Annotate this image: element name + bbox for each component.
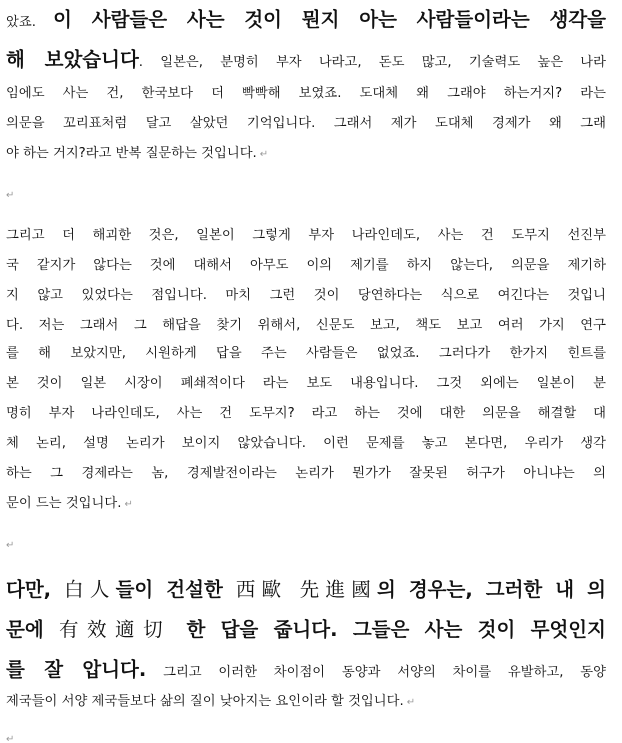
- p3-line-2-hanja: 有效適切: [59, 618, 172, 641]
- p3-line-4-text: 제국들이 서양 제국들보다 삶의 질이 낮아지는 요인이라 할 것입니다.: [6, 694, 404, 709]
- p1-line-4: 의문을 꼬리표처럼 달고 살았던 기억입니다. 그래서 제가 도대체 경제가 왜 그래: [6, 116, 606, 131]
- p1-line-1-bold: 이 사람들은 사는 것이 뭔지 아는 사람들이라는 생각을: [53, 8, 606, 31]
- p1-line-1: [6, 6, 606, 37]
- p2-line-1: 그리고 더 해괴한 것은, 일본이 그렇게 부자 나라인데도, 사는 건 도무지 선진부: [6, 228, 606, 243]
- p3-line-3-rest: 그리고 이러한 차이점이 동양과 서양의 차이를 유발하고, 동양: [146, 665, 606, 680]
- paragraph-mark-icon: ↵: [259, 149, 269, 160]
- empty-paragraph-mark-icon: ↵: [6, 190, 15, 201]
- p1-line-1-prefix: 았죠.: [6, 15, 54, 30]
- p3-line-4: [6, 692, 606, 713]
- p1-line-5-text: 야 하는 거지?라고 반복 질문하는 것입니다.: [6, 146, 257, 161]
- p2-line-10: [6, 494, 606, 515]
- paragraph-mark-icon: ↵: [124, 499, 133, 510]
- p3-line-1-e: 의 경우는, 그러한 내 의: [376, 578, 606, 601]
- p1-line-2-bold: 해 보았습니다: [6, 48, 139, 71]
- empty-paragraph-mark-icon: ↵: [6, 540, 15, 551]
- p3-line-1-hanja-1: 白人: [64, 578, 116, 601]
- p3-line-1: [6, 576, 606, 604]
- p3-line-2-c: 한 답을 줍니다. 그들은 사는 것이 무엇인지: [171, 618, 606, 641]
- p3-line-3: [6, 656, 606, 687]
- p2-line-2: 국 같지가 않다는 것에 대해서 아무도 이의 제기를 하지 않는다, 의문을 제기하: [6, 258, 606, 273]
- p1-line-2: [6, 46, 606, 77]
- p2-line-5: 를 해 보았지만, 시원하게 답을 주는 사람들은 없었죠. 그러다가 한가지 힌트를: [6, 346, 606, 361]
- p2-line-3: 지 않고 있었다는 점입니다. 마치 그런 것이 당연하다는 식으로 여긴다는 것입니: [6, 288, 606, 303]
- p3-line-1-c: 들이 건설한: [115, 578, 236, 601]
- p1-line-2-rest: . 일본은, 분명히 부자 나라고, 돈도 많고, 기술력도 높은 나라: [138, 55, 606, 70]
- paragraph-mark-icon: ↵: [406, 697, 416, 708]
- p3-line-1-a: 다만,: [6, 578, 65, 601]
- p3-line-3-bold: 를 잘 압니다.: [6, 658, 147, 681]
- p2-line-9: 하는 그 경제라는 놈, 경제발전이라는 논리가 뭔가가 잘못된 허구가 아니냐는 의: [6, 466, 606, 481]
- p1-line-3: 임에도 사는 건, 한국보다 더 빡빡해 보였죠. 도대체 왜 그래야 하는거지? 라는: [6, 86, 606, 101]
- p2-line-6: 본 것이 일본 시장이 폐쇄적이다 라는 보도 내용입니다. 그것 외에는 일본이 분: [6, 376, 606, 391]
- p1-line-5: [6, 144, 606, 165]
- p2-line-10-text: 문이 드는 것입니다.: [6, 496, 122, 511]
- p3-line-2: [6, 616, 606, 644]
- p2-line-7: 명히 부자 나라인데도, 사는 건 도무지? 라고 하는 것에 대한 의문을 해결할 대: [6, 406, 606, 421]
- p2-line-8: 체 논리, 설명 논리가 보이지 않았습니다. 이런 문제를 놓고 본다면, 우리가 생각: [6, 436, 606, 451]
- p3-line-1-hanja-2: 西歐 先進國: [235, 578, 377, 601]
- p2-line-4: 다. 저는 그래서 그 해답을 찾기 위해서, 신문도 보고, 책도 보고 여러 가지 연구: [6, 318, 606, 333]
- p3-line-2-a: 문에: [6, 618, 59, 641]
- empty-paragraph-mark-icon: ↵: [6, 734, 15, 743]
